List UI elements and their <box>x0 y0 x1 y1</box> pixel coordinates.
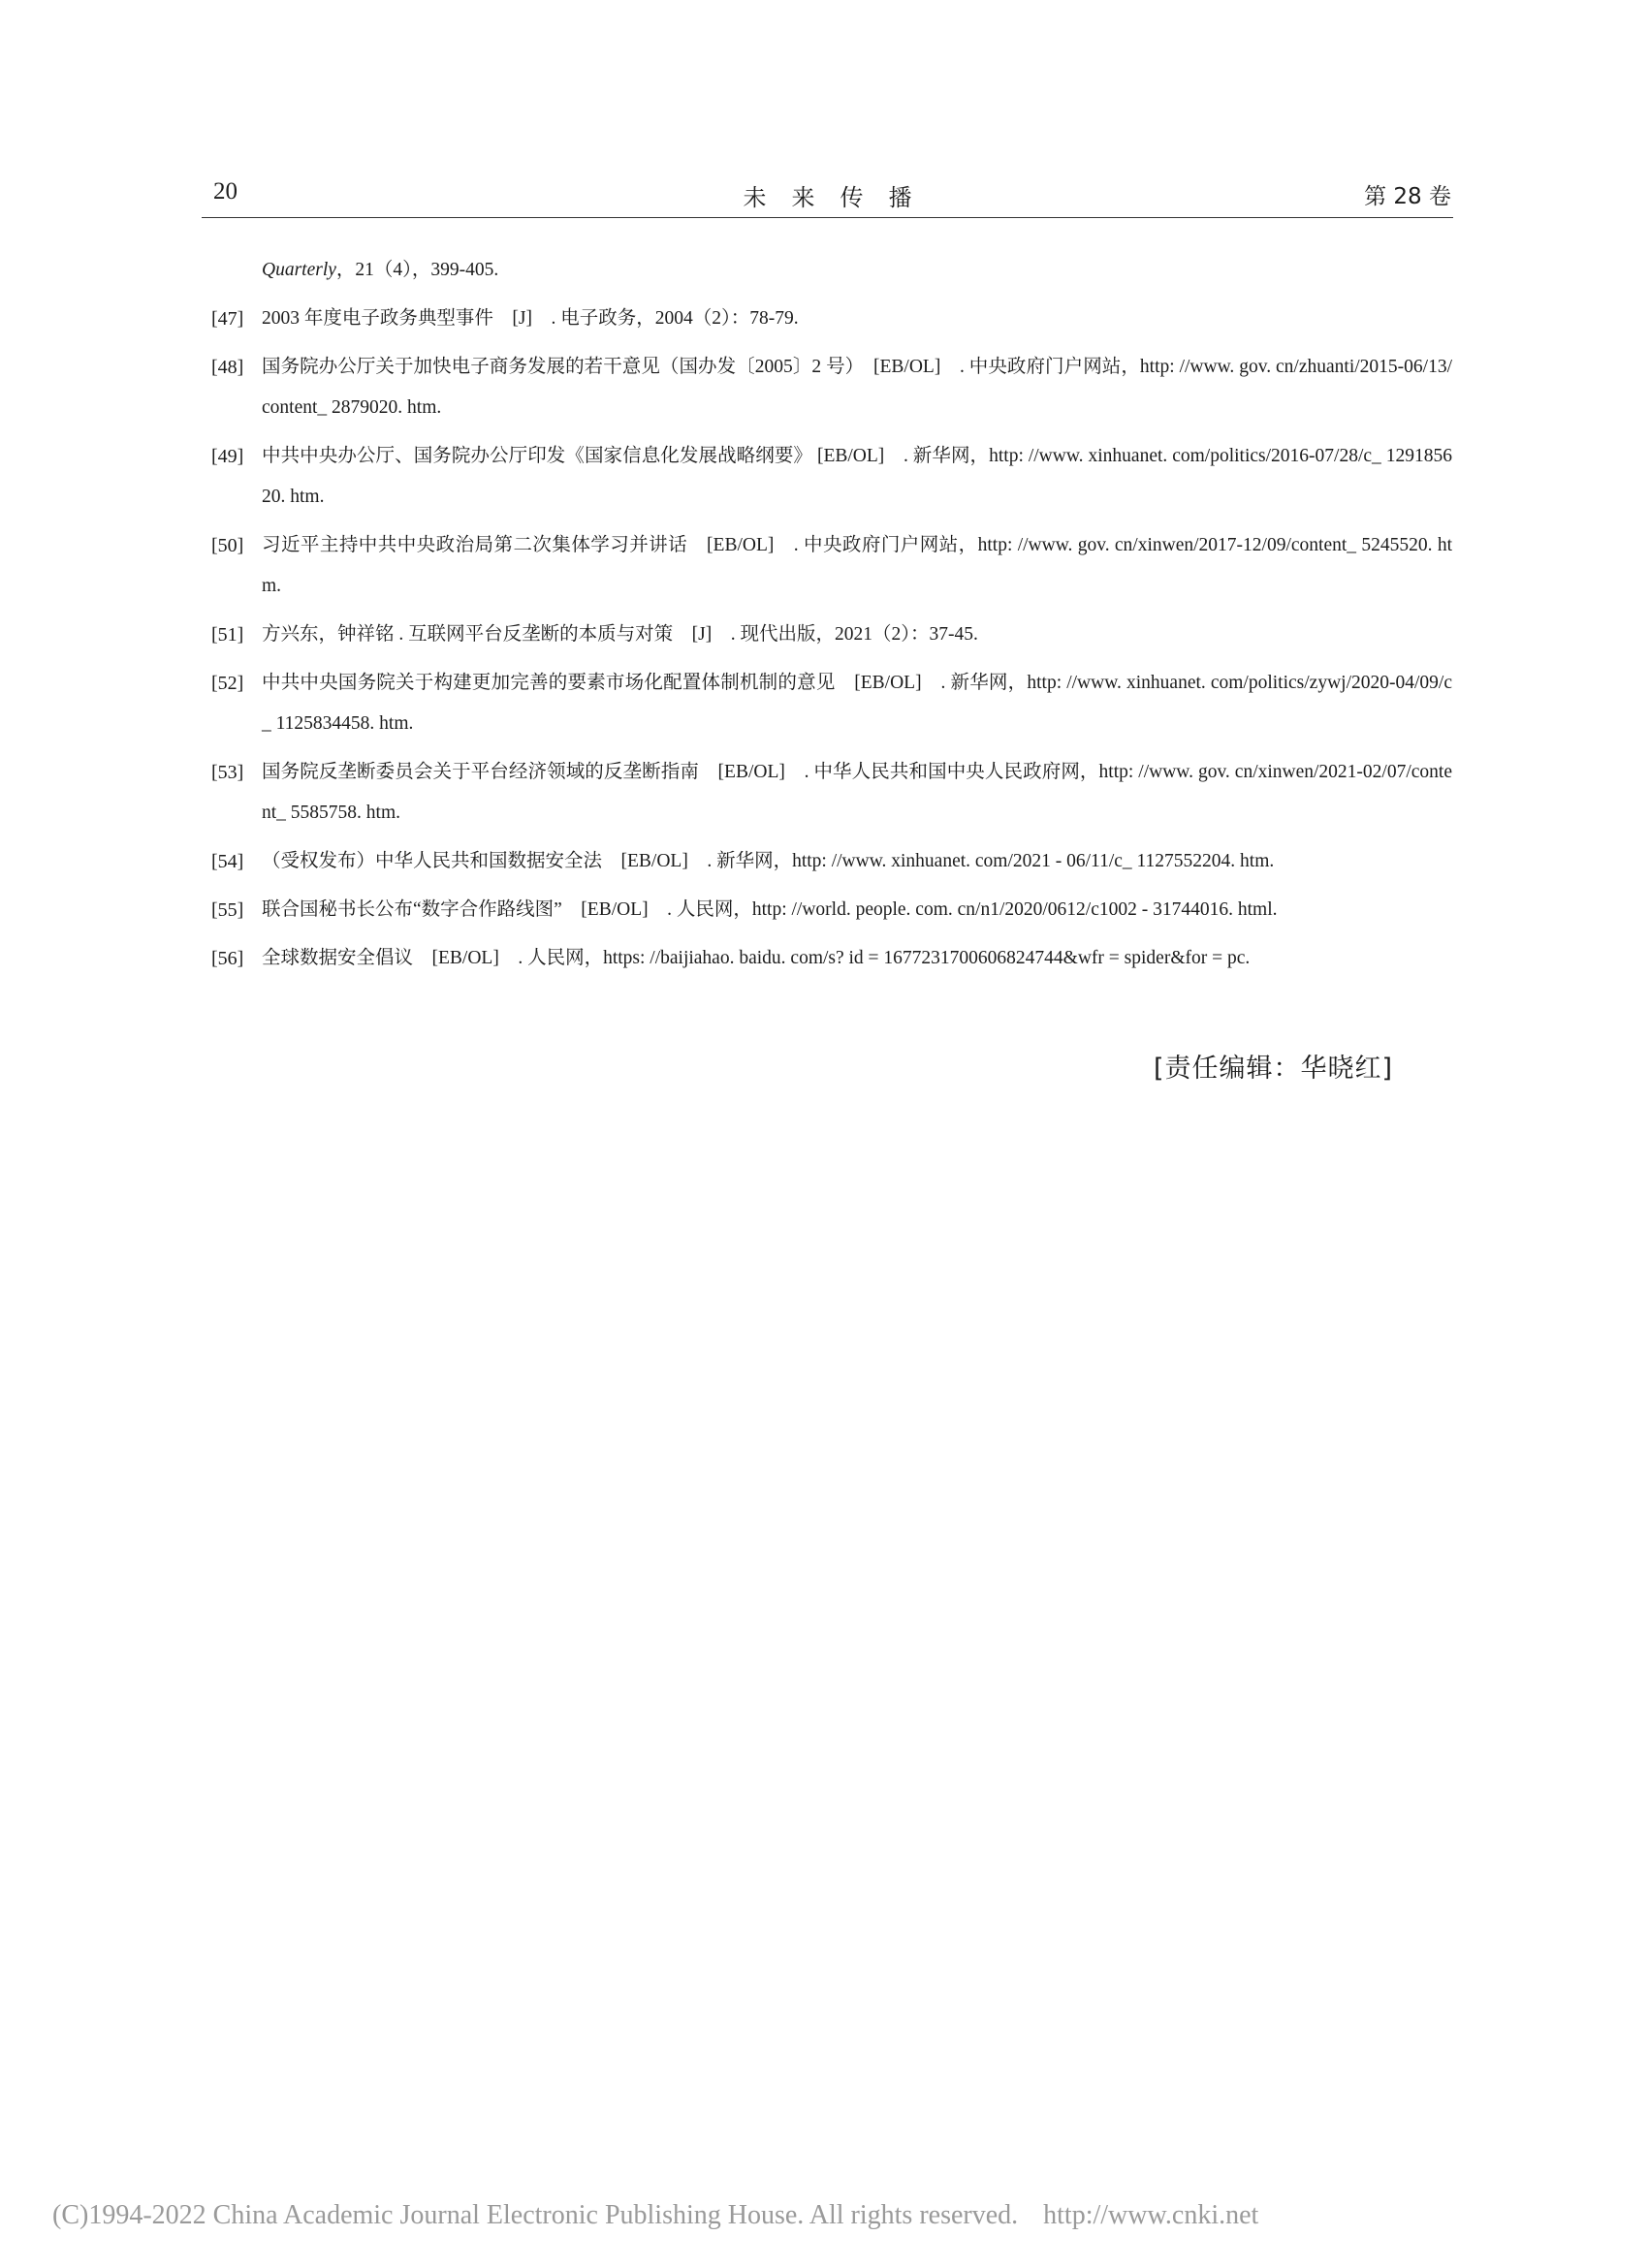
reference-text: （受权发布）中华人民共和国数据安全法 [EB/OL] . 新华网，http: //www. xinhuanet. com/2021 - 06/11/c_ 1127552204. htm. <box>262 851 1275 871</box>
reference-text: 中共中央国务院关于构建更加完善的要素市场化配置体制机制的意见 [EB/OL] . 新华网，http: //www. xinhuanet. com/politics/zywj/2020-04/09/c_ 1125834458. htm. <box>262 673 1452 734</box>
reference-list <box>211 250 1452 987</box>
reference-text: 中共中央办公厅、国务院办公厅印发《国家信息化发展战略纲要》 [EB/OL] . 新华网，http: //www. xinhuanet. com/politics/2016-07/28/c_ 129185620. htm. <box>262 446 1452 507</box>
reference-label: [49] <box>211 446 244 467</box>
reference-item <box>211 614 1452 655</box>
reference-item <box>211 347 1452 428</box>
reference-text: 习近平主持中共中央政治局第二次集体学习并讲话 [EB/OL] . 中央政府门户网站，http: //www. gov. cn/xinwen/2017-12/09/content_ 5245520. htm. <box>262 535 1452 596</box>
copyright-footer <box>52 2200 1258 2231</box>
responsible-editor: [责任编辑：华晓红] <box>1154 1054 1394 1084</box>
volume-label: 第 28 卷 <box>1364 184 1451 209</box>
reference-label: [50] <box>211 535 244 556</box>
reference-item <box>211 436 1452 518</box>
reference-item <box>262 250 1452 291</box>
reference-label: [54] <box>211 851 244 872</box>
reference-text <box>262 250 1452 291</box>
reference-body: ，21（4），399-405. <box>335 260 499 280</box>
reference-text: 国务院反垄断委员会关于平台经济领域的反垄断指南 [EB/OL] . 中华人民共和国中央人民政府网，http: //www. gov. cn/xinwen/2021-02/07/content_ 5585758. htm. <box>262 762 1452 823</box>
reference-label: [48] <box>211 357 244 378</box>
reference-label: [55] <box>211 899 244 921</box>
reference-text: 联合国秘书长公布“数字合作路线图” [EB/OL] . 人民网，http: //world. people. com. cn/n1/2020/0612/c1002 - 31744016. html. <box>262 899 1278 920</box>
reference-item <box>211 841 1452 882</box>
reference-item <box>211 299 1452 339</box>
reference-label: [52] <box>211 673 244 694</box>
reference-item <box>211 938 1452 979</box>
reference-item <box>211 663 1452 744</box>
footer-url: http://www.cnki.net <box>1043 2200 1259 2230</box>
reference-label: [53] <box>211 762 244 783</box>
reference-text: 全球数据安全倡议 [EB/OL] . 人民网，https: //baijiahao. baidu. com/s? id = 1677231700606824744&wfr = spider&for = pc. <box>262 948 1251 968</box>
reference-label: [51] <box>211 624 244 646</box>
reference-item <box>211 525 1452 607</box>
copyright-text: (C)1994-2022 China Academic Journal Electronic Publishing House. All rights reserved. <box>52 2200 1019 2230</box>
journal-title: 未来传播 <box>743 184 937 211</box>
reference-text: 国务院办公厅关于加快电子商务发展的若干意见（国办发〔2005〕2 号） [EB/OL] . 中央政府门户网站，http: //www. gov. cn/zhuanti/2015-06/13/content_ 2879020. htm. <box>262 357 1452 418</box>
page-number: 20 <box>213 178 238 205</box>
reference-italic-text: Quarterly <box>262 260 336 280</box>
reference-label: [56] <box>211 948 244 969</box>
reference-label: [47] <box>211 308 244 330</box>
reference-text: 2003 年度电子政务典型事件 [J] . 电子政务，2004（2）：78-79. <box>262 308 799 329</box>
reference-text: 方兴东，钟祥铭 . 互联网平台反垄断的本质与对策 [J] . 现代出版，2021（2）：37-45. <box>262 624 978 645</box>
reference-item <box>211 752 1452 834</box>
reference-item <box>211 890 1452 930</box>
page-header <box>202 173 1453 218</box>
